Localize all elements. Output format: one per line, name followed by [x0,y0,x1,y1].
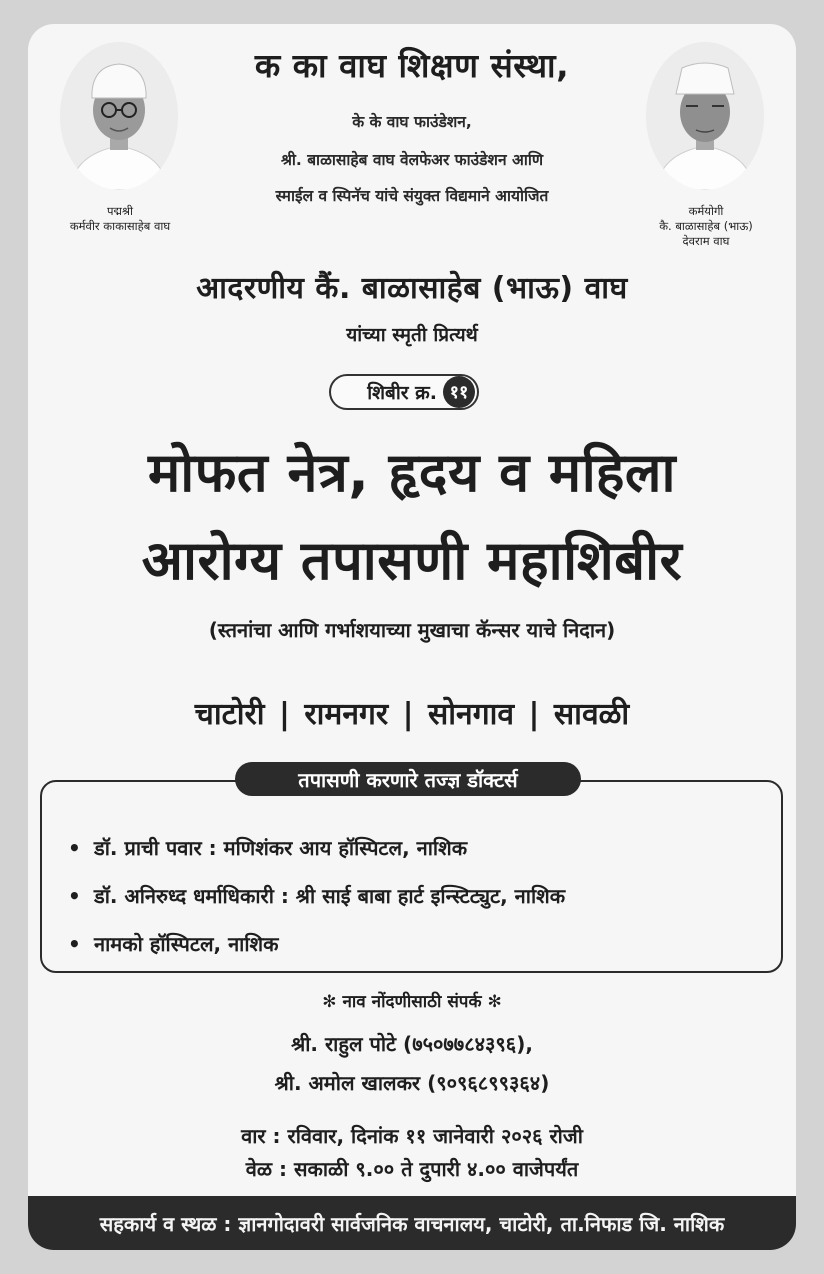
doctor-item [68,930,278,957]
honoree-name: आदरणीय कैं. बाळासाहेब (भाऊ) वाघ [196,271,628,306]
doctor-item-text: डॉ. प्राची पवार : मणिशंकर आय हॉस्पिटल, नाशिक [94,836,468,860]
poster-card [28,24,796,1250]
camp-number-badge [329,374,479,410]
organization-title: क का वाघ शिक्षण संस्था, [254,46,570,85]
portrait-right-name: कै. बाळासाहेब (भाऊ) [659,219,753,233]
headline-line-2: आरोग्य तपासणी महाशिबीर [141,529,683,592]
village-list: चाटोरी | रामनगर | सोनगाव | सावळी [194,697,630,732]
camp-label: शिबीर क्र. [367,382,437,404]
doctor-item-text: डॉ. अनिरुध्द धर्माधिकारी : श्री साई बाबा हार्ट इन्स्टिट्युट, नाशिक [94,884,566,908]
doctors-heading: तपासणी करणारे तज्ज्ञ डॉक्टर्स [235,762,581,796]
organizer-line-2: श्री. बाळासाहेब वाघ वेलफेअर फाउंडेशन आणि [280,151,544,169]
venue-footer: सहकार्य व स्थळ : ज्ञानगोदावरी सार्वजनिक वाचनालय, चाटोरी, ता.निफाड जि. नाशिक [28,1196,796,1250]
event-date: वार : रविवार, दिनांक ११ जानेवारी २०२६ रोजी [241,1124,583,1148]
portrait-right-title: कर्मयोगी [688,204,724,218]
camp-number: ११ [443,376,475,408]
diagnosis-note: (स्तनांचा आणि गर्भाशयाच्या मुखाचा कॅन्सर याचे निदान) [208,618,616,642]
event-time: वेळ : सकाळी ९.०० ते दुपारी ४.०० वाजेपर्यंत [245,1157,579,1181]
bullet-icon: • [68,884,81,908]
portrait-right-surname: देवराम वाघ [682,234,730,248]
memorial-line: यांच्या स्मृती प्रित्यर्थ [346,324,478,346]
portrait-left-name: कर्मवीर काकासाहेब वाघ [69,219,171,233]
contact-person-1: श्री. राहुल पोटे (७५०७७८४३९६), [291,1032,533,1056]
doctor-item-text: नामको हॉस्पिटल, नाशिक [94,932,279,956]
registration-contact-heading: ✻ नाव नोंदणीसाठी संपर्क ✻ [322,992,502,1012]
portrait-left-caption [40,204,200,234]
doctor-item [68,882,565,909]
portrait-left-title: पद्मश्री [106,204,134,218]
organizer-line-3: स्माईल व स्पिनॅच यांचे संयुक्त विद्यमाने आयोजित [275,187,549,205]
bullet-icon: • [68,836,81,860]
portrait-right-caption [626,204,786,249]
organizer-line-1: के के वाघ फाउंडेशन, [352,113,472,131]
bullet-icon: • [68,932,81,956]
contact-person-2: श्री. अमोल खालकर (९०९६८९९३६४) [274,1071,550,1095]
headline-line-1: मोफत नेत्र, हृदय व महिला [148,441,676,504]
doctor-item [68,834,467,861]
